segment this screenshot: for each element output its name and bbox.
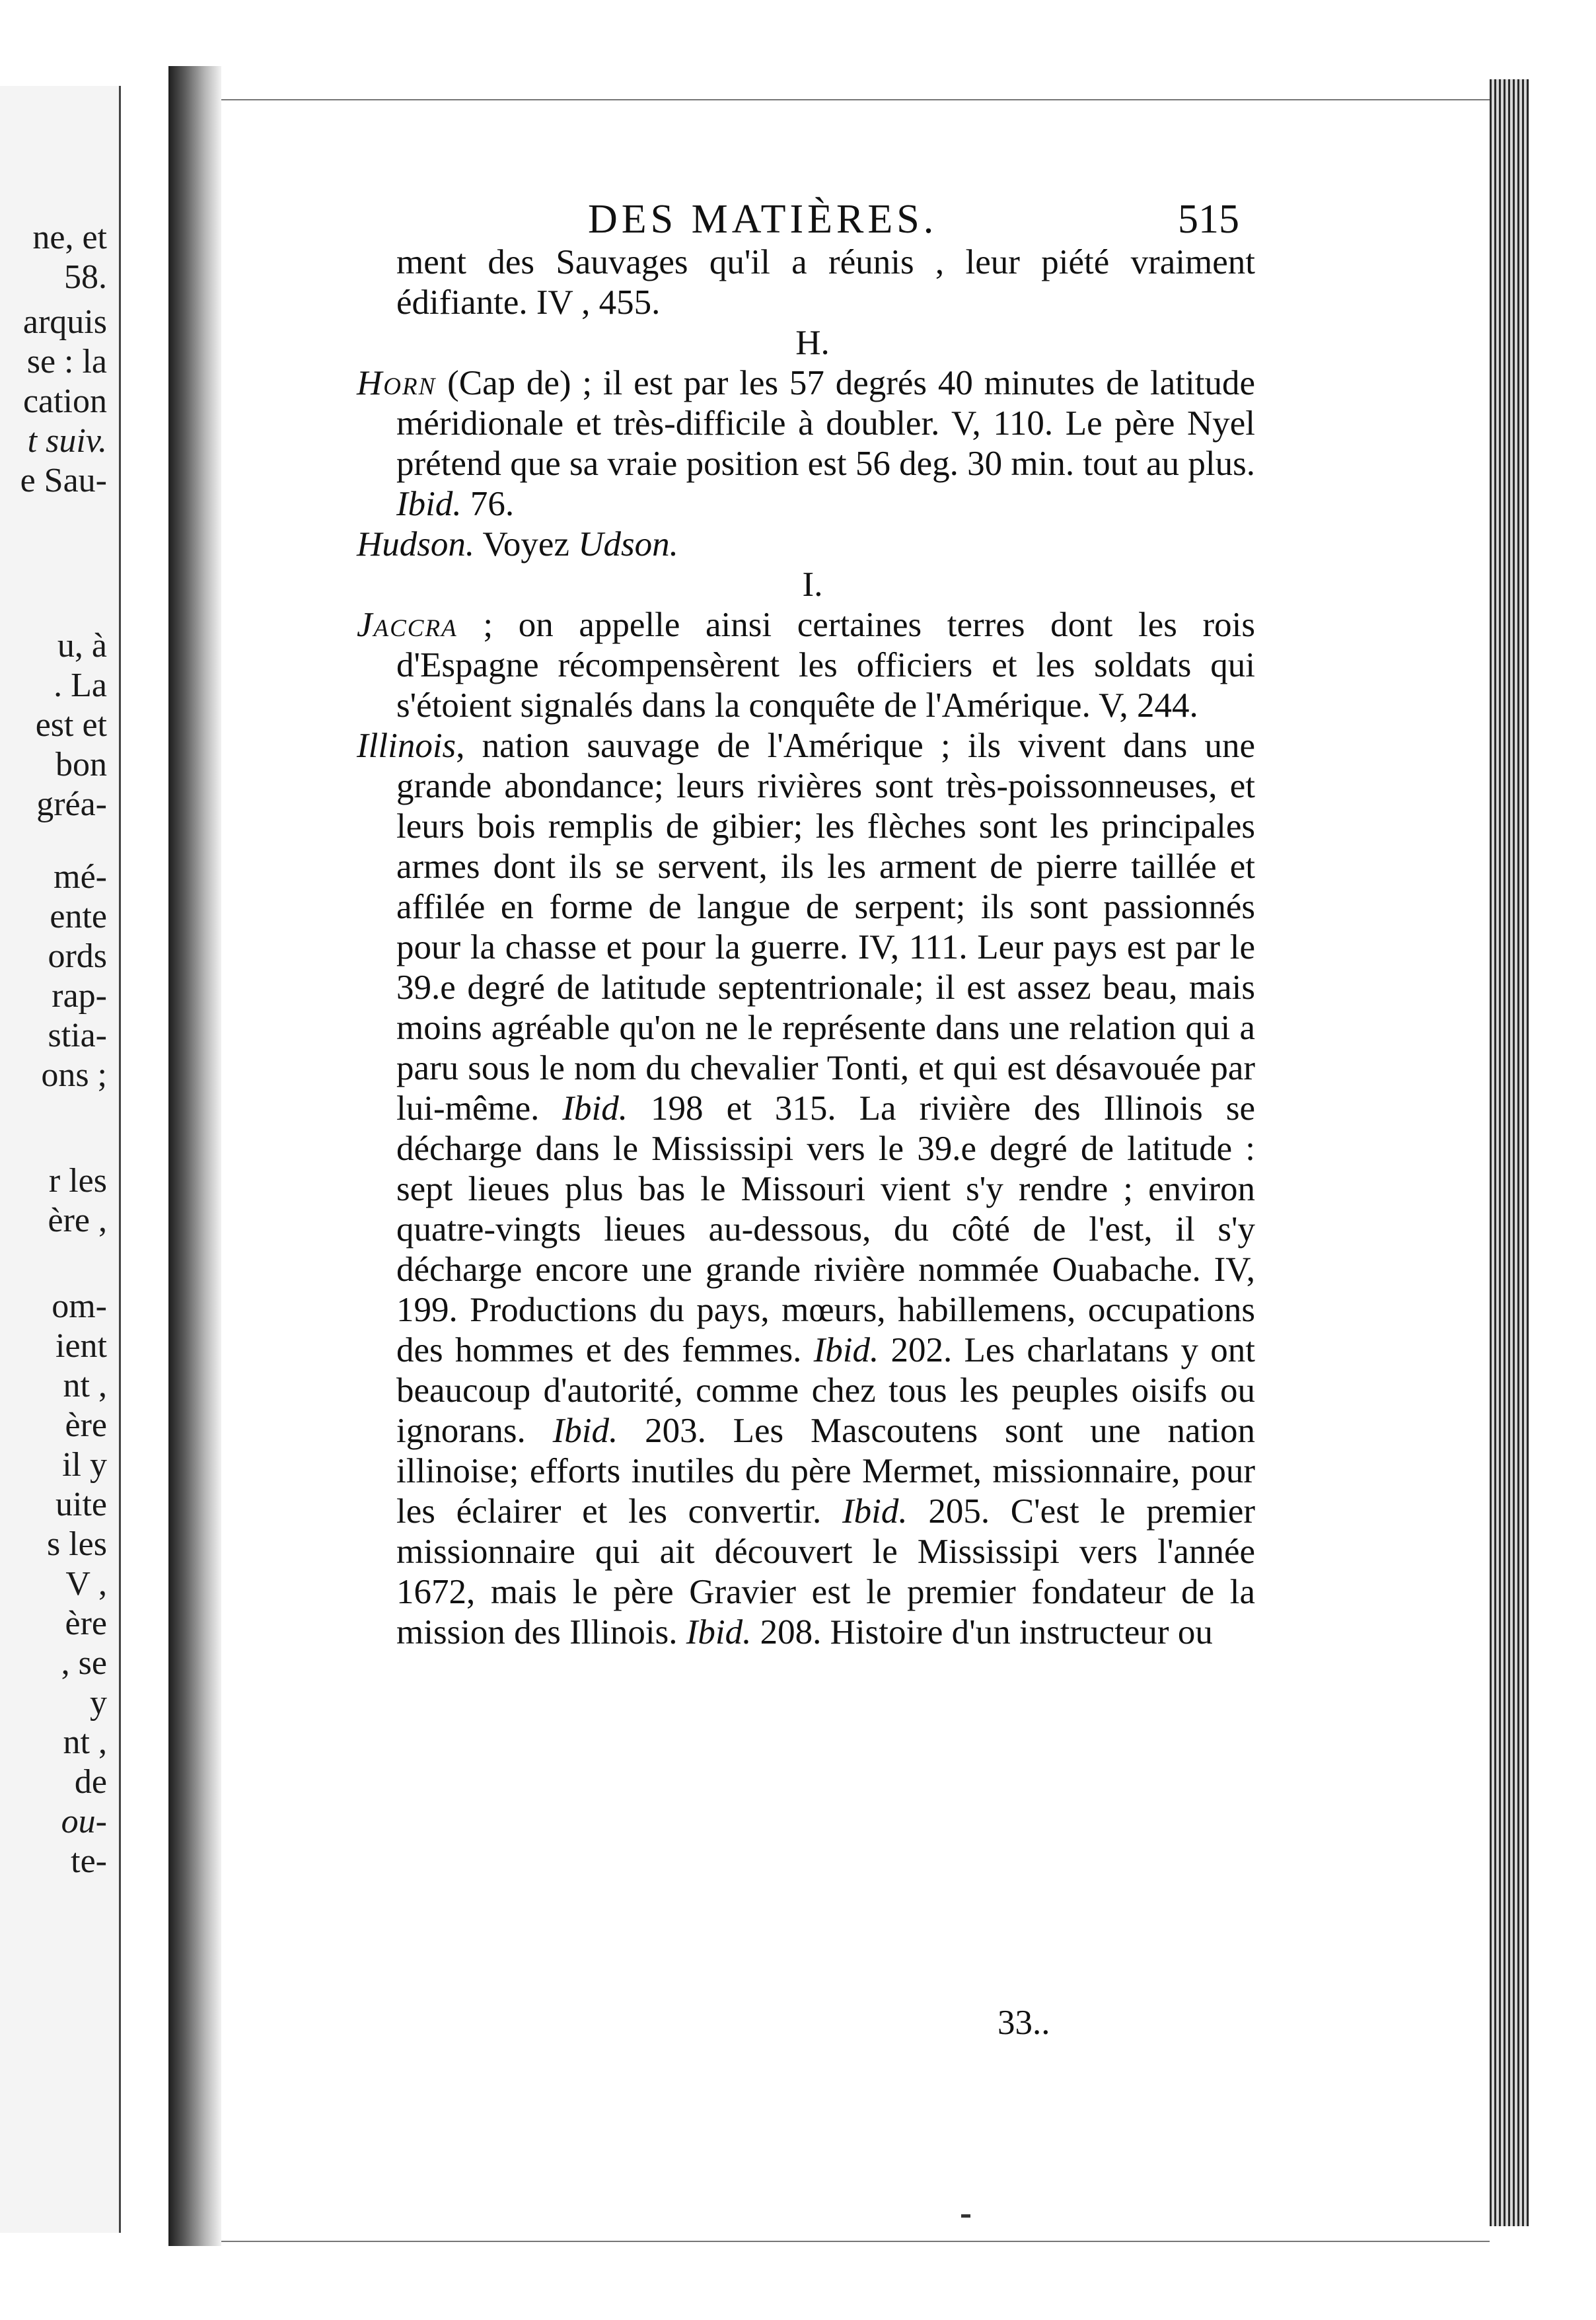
entry-text: 76. [461,485,515,523]
section-letter-h: H. [795,324,830,362]
left-line: , se [61,1644,107,1682]
left-line: 58. [64,258,107,296]
left-line: mé- [54,858,107,896]
page-number: 515 [1178,197,1239,242]
entry-illinois [357,726,1255,1653]
page-edges [1490,79,1529,2226]
ibid-ref: Ibid. [562,1089,628,1128]
running-title: DES MATIÈRES. [588,197,938,242]
cross-ref: Udson. [578,525,678,563]
left-line: ons ; [41,1056,107,1094]
headword: Jaccra [357,606,458,644]
left-line: ou- [61,1803,107,1840]
left-line: y [90,1684,107,1722]
book-gutter-shadow [168,66,221,2246]
left-line: om- [52,1287,107,1325]
left-line: cation [22,382,107,420]
left-line: ère , [48,1202,107,1239]
entry-hudson [357,525,1255,565]
left-line: V , [65,1565,107,1603]
left-line: ne, et [32,219,107,256]
ibid-ref: Ibid. [552,1412,618,1450]
left-line: rap- [52,977,107,1015]
headword: Horn [357,364,437,402]
entry-text: 208. Histoire d'un instructeur ou [751,1613,1213,1651]
entry-text: (Cap de) ; il est par les 57 degrés 40 minutes de latitude méridionale et très-difficile à doubler. V, 110. Le père Nyel prétend que sa vraie position est 56 deg. 30 min. tout au plus. [396,364,1255,483]
left-line: t suiv. [27,422,107,460]
entry-text: ; on appelle ainsi certaines terres dont les rois d'Espagne récompensèrent les officiers et les soldats qui s'étoient signalés dans la conquête de l'Amérique. V, 244. [396,606,1255,725]
ibid-ref: Ibid. [396,485,462,523]
facing-page-fragment [0,86,121,2233]
left-line: ente [50,898,107,935]
left-line: nt , [63,1723,107,1761]
entry-text: 202. Les charlatans y ont beaucoup d'autorité, comme chez tous les peuples oisifs ou ignorans. [396,1331,1255,1450]
left-line: uite [55,1486,107,1523]
index-text [357,242,1255,1653]
left-line: . La [54,667,107,704]
entry-text: , nation sauvage de l'Amérique ; ils vivent dans une grande abondance; leurs rivières sont très-poissonneuses, et leurs bois remplis de gibier; les flèches sont les principales armes dont ils se servent, ils les arment de pierre taillée et affilée en forme de langue de serpent; ils sont passionnés pour la chasse et pour la guerre. IV, 111. Leur pays est par le 39.e degré de latitude septentrionale; il est assez beau, mais moins agréable qu'on ne le représente dans une relation qui a paru sous le nom du chevalier Tonti, et qui est désavouée par lui-même. [396,727,1255,1128]
left-line: ère [65,1406,107,1444]
entry-jaccra [357,605,1255,726]
left-line: de [74,1763,107,1801]
headword: Illinois [357,727,456,765]
left-line: e Sau- [20,462,107,499]
left-line: stia- [48,1017,107,1054]
section-letter-i: I. [802,565,823,604]
ibid-ref: Ibid. [813,1331,879,1369]
left-line: r les [48,1162,107,1200]
left-line: te- [71,1842,107,1880]
left-line: nt , [63,1367,107,1404]
entry-text: Voyez [474,525,579,563]
left-line: il y [62,1446,107,1484]
index-page [221,99,1490,2242]
entry-text: ment des Sauvages qu'il a réunis , leur piété vraiment édifiante. IV , 455. [396,243,1255,322]
ink-mark [961,2214,970,2218]
left-line: bon [55,746,107,783]
continued-entry [357,242,1255,323]
entry-text: 205. C'est le premier missionnaire qui ait découvert le Mississipi vers l'année 1672, mais le père Gravier est le premier fondateur de la mission des Illinois. [396,1492,1255,1651]
left-line: se : la [26,343,107,381]
ibid-ref: Ibid. [842,1492,908,1531]
left-line: gréa- [36,785,107,823]
left-line: est et [35,706,107,744]
left-line: u, à [57,627,107,665]
left-line: ient [55,1327,107,1365]
left-line: ère [65,1605,107,1642]
entry-horn [357,363,1255,525]
entry-text: 198 et 315. La rivière des Illinois se décharge dans le Mississipi vers le 39.e degré de latitude : sept lieues plus bas le Missouri vient s'y rendre ; environ quatre-vingts lieues au-dessous, du côté de l'est, il s'y décharge encore une grande rivière nommée Ouabache. IV, 199. Productions du pays, mœurs, habillemens, occupations des hommes et des femmes. [396,1089,1255,1369]
page-header [221,193,1490,246]
entry-text: 203. Les Mascoutens sont une nation illinoise; efforts inutiles du père Mermet, missionnaire, pour les éclairer et les convertir. [396,1412,1255,1531]
catchword: 33.. [998,2004,1050,2042]
ibid-ref: Ibid. [686,1613,752,1651]
left-line: arquis [22,303,107,341]
headword: Hudson. [357,525,475,563]
left-line: s les [47,1525,107,1563]
left-line: ords [48,937,107,975]
